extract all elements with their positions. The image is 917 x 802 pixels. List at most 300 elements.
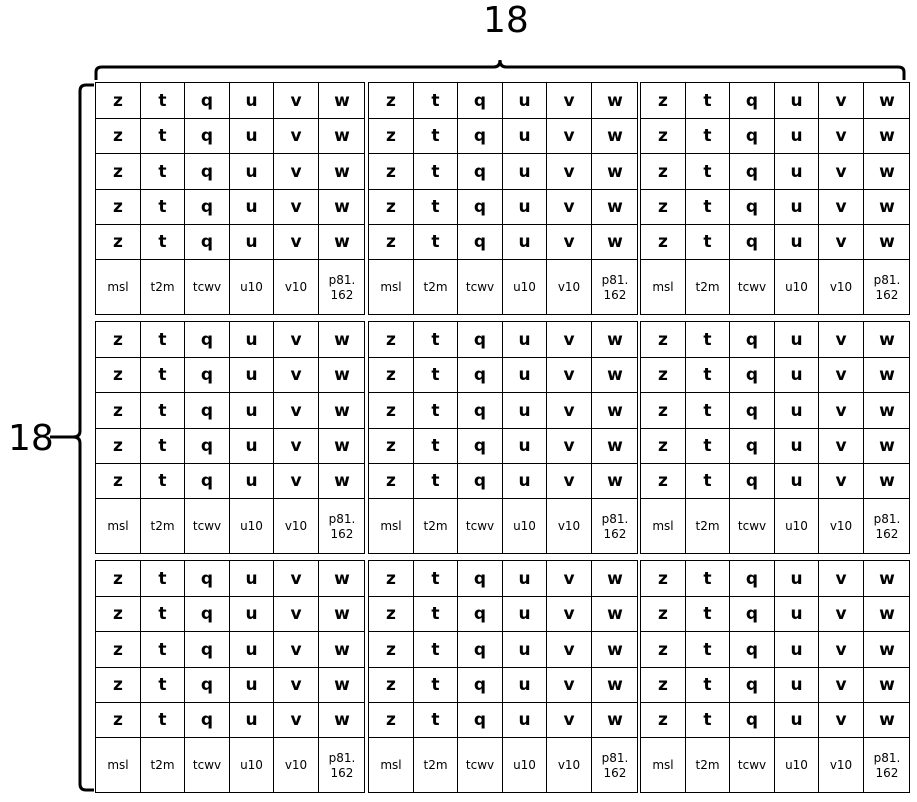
level-variable-cell: u xyxy=(230,83,274,119)
level-variable-cell: u xyxy=(775,154,819,190)
level-variable-cell: w xyxy=(864,225,910,260)
surface-variable-cell: u10 xyxy=(503,499,547,554)
level-variable-cell: t xyxy=(141,668,185,703)
level-variable-cell: u xyxy=(775,429,819,464)
level-variable-cell: v xyxy=(547,632,592,668)
level-variable-cell: w xyxy=(592,703,638,738)
level-variable-cell: u xyxy=(503,597,547,632)
level-variable-cell: z xyxy=(641,464,686,499)
level-variable-cell: u xyxy=(775,561,819,597)
level-variable-cell: v xyxy=(274,597,319,632)
level-variable-cell: v xyxy=(274,225,319,260)
level-variable-cell: w xyxy=(592,322,638,358)
level-variable-cell: z xyxy=(96,597,141,632)
level-variable-cell: t xyxy=(414,358,458,393)
level-variable-cell: z xyxy=(369,190,414,225)
level-variable-cell: z xyxy=(641,597,686,632)
level-variable-cell: z xyxy=(96,561,141,597)
level-variable-cell: t xyxy=(686,358,730,393)
level-variable-cell: z xyxy=(96,393,141,429)
level-variable-cell: q xyxy=(458,464,503,499)
surface-variable-cell: u10 xyxy=(503,260,547,315)
level-variable-cell: q xyxy=(458,632,503,668)
level-variable-cell: v xyxy=(547,429,592,464)
surface-variable-cell: p81. 162 xyxy=(873,511,901,541)
level-variable-cell: w xyxy=(592,83,638,119)
level-variable-cell: u xyxy=(775,322,819,358)
variable-block xyxy=(95,82,365,315)
surface-variable-cell: u10 xyxy=(775,738,819,793)
level-variable-cell: q xyxy=(730,429,775,464)
level-variable-cell: w xyxy=(319,322,365,358)
level-variable-cell: v xyxy=(547,225,592,260)
level-variable-cell: t xyxy=(414,154,458,190)
level-variable-cell: u xyxy=(775,119,819,154)
level-variable-cell: q xyxy=(730,225,775,260)
level-variable-cell: u xyxy=(503,83,547,119)
level-variable-cell: v xyxy=(274,119,319,154)
level-variable-cell: v xyxy=(547,358,592,393)
level-variable-cell: q xyxy=(730,154,775,190)
variable-block xyxy=(95,321,365,554)
level-variable-cell: u xyxy=(775,393,819,429)
surface-variable-cell: msl xyxy=(641,738,686,793)
level-variable-cell: u xyxy=(230,464,274,499)
level-variable-cell: u xyxy=(775,83,819,119)
level-variable-cell: w xyxy=(864,154,910,190)
surface-variable-cell: p81. 162 xyxy=(601,272,629,302)
left-bracket xyxy=(73,85,94,790)
level-variable-cell: z xyxy=(369,632,414,668)
level-variable-cell: u xyxy=(503,225,547,260)
level-variable-cell: u xyxy=(775,703,819,738)
level-variable-cell: u xyxy=(503,668,547,703)
level-variable-cell: u xyxy=(230,225,274,260)
level-variable-cell: q xyxy=(458,190,503,225)
level-variable-cell: t xyxy=(141,464,185,499)
level-variable-cell: t xyxy=(414,83,458,119)
level-variable-cell: z xyxy=(96,703,141,738)
level-variable-cell: w xyxy=(592,154,638,190)
level-variable-cell: q xyxy=(458,83,503,119)
level-variable-cell: q xyxy=(185,597,230,632)
level-variable-cell: t xyxy=(414,190,458,225)
level-variable-cell: z xyxy=(96,632,141,668)
level-variable-cell: w xyxy=(592,429,638,464)
level-variable-cell: t xyxy=(141,322,185,358)
level-variable-cell: z xyxy=(641,393,686,429)
level-variable-cell: u xyxy=(230,119,274,154)
surface-variable-cell: msl xyxy=(369,260,414,315)
level-variable-cell: z xyxy=(641,190,686,225)
level-variable-cell: v xyxy=(547,154,592,190)
variable-block xyxy=(368,321,638,554)
surface-variable-cell: u10 xyxy=(775,260,819,315)
level-variable-cell: w xyxy=(319,358,365,393)
level-variable-cell: v xyxy=(819,632,864,668)
level-variable-cell: u xyxy=(230,154,274,190)
surface-variable-cell: u10 xyxy=(230,499,274,554)
level-variable-cell: t xyxy=(686,154,730,190)
level-variable-cell: t xyxy=(414,632,458,668)
surface-variable-cell: p81. 162 xyxy=(328,272,356,302)
level-variable-cell: z xyxy=(369,154,414,190)
level-variable-cell: w xyxy=(319,119,365,154)
level-variable-cell: z xyxy=(369,464,414,499)
level-variable-cell: t xyxy=(686,393,730,429)
level-variable-cell: q xyxy=(185,358,230,393)
surface-variable-cell: v10 xyxy=(547,499,592,554)
level-variable-cell: q xyxy=(730,703,775,738)
level-variable-cell: w xyxy=(864,358,910,393)
level-variable-cell: v xyxy=(274,83,319,119)
level-variable-cell: z xyxy=(369,119,414,154)
surface-variable-cell: v10 xyxy=(819,738,864,793)
surface-variable-cell: u10 xyxy=(230,260,274,315)
level-variable-cell: v xyxy=(547,561,592,597)
level-variable-cell: u xyxy=(230,561,274,597)
surface-variable-cell: v10 xyxy=(274,738,319,793)
level-variable-cell: v xyxy=(274,668,319,703)
level-variable-cell: z xyxy=(96,358,141,393)
variable-block xyxy=(95,560,365,793)
surface-variable-cell: t2m xyxy=(686,260,730,315)
level-variable-cell: q xyxy=(185,632,230,668)
level-variable-cell: t xyxy=(141,393,185,429)
level-variable-cell: v xyxy=(819,154,864,190)
level-variable-cell: t xyxy=(414,393,458,429)
level-variable-cell: z xyxy=(369,561,414,597)
level-variable-cell: w xyxy=(864,393,910,429)
level-variable-cell: t xyxy=(686,668,730,703)
level-variable-cell: t xyxy=(141,703,185,738)
level-variable-cell: z xyxy=(96,464,141,499)
level-variable-cell: q xyxy=(730,668,775,703)
level-variable-cell: w xyxy=(864,561,910,597)
surface-variable-cell: v10 xyxy=(274,499,319,554)
level-variable-cell: v xyxy=(274,703,319,738)
surface-variable-cell: msl xyxy=(369,499,414,554)
level-variable-cell: z xyxy=(96,154,141,190)
surface-variable-cell: p81. 162 xyxy=(328,750,356,780)
surface-variable-cell: msl xyxy=(96,499,141,554)
level-variable-cell: t xyxy=(414,561,458,597)
surface-variable-cell: msl xyxy=(641,499,686,554)
level-variable-cell: w xyxy=(864,83,910,119)
level-variable-cell: w xyxy=(592,358,638,393)
level-variable-cell: z xyxy=(96,83,141,119)
level-variable-cell: v xyxy=(547,393,592,429)
level-variable-cell: q xyxy=(185,393,230,429)
surface-variable-cell: msl xyxy=(96,738,141,793)
level-variable-cell: z xyxy=(369,83,414,119)
level-variable-cell: q xyxy=(730,561,775,597)
level-variable-cell: w xyxy=(864,322,910,358)
level-variable-cell: v xyxy=(547,703,592,738)
surface-variable-cell: msl xyxy=(369,738,414,793)
level-variable-cell: u xyxy=(503,464,547,499)
level-variable-cell: q xyxy=(458,597,503,632)
level-variable-cell: u xyxy=(775,358,819,393)
level-variable-cell: q xyxy=(185,154,230,190)
level-variable-cell: w xyxy=(319,190,365,225)
surface-variable-cell: tcwv xyxy=(185,260,230,315)
level-variable-cell: u xyxy=(230,632,274,668)
level-variable-cell: t xyxy=(686,429,730,464)
level-variable-cell: z xyxy=(369,597,414,632)
level-variable-cell: v xyxy=(547,119,592,154)
level-variable-cell: t xyxy=(414,703,458,738)
level-variable-cell: u xyxy=(775,190,819,225)
level-variable-cell: v xyxy=(819,225,864,260)
level-variable-cell: w xyxy=(319,561,365,597)
level-variable-cell: v xyxy=(274,322,319,358)
horizontal-count-label: 18 xyxy=(483,0,529,41)
surface-variable-cell: msl xyxy=(641,260,686,315)
level-variable-cell: q xyxy=(730,632,775,668)
level-variable-cell: w xyxy=(592,393,638,429)
level-variable-cell: u xyxy=(503,393,547,429)
level-variable-cell: z xyxy=(641,429,686,464)
level-variable-cell: t xyxy=(414,322,458,358)
level-variable-cell: t xyxy=(686,597,730,632)
level-variable-cell: w xyxy=(864,119,910,154)
surface-variable-cell: t2m xyxy=(414,260,458,315)
surface-variable-cell: t2m xyxy=(141,260,185,315)
surface-variable-cell: t2m xyxy=(414,499,458,554)
surface-variable-cell: v10 xyxy=(819,260,864,315)
level-variable-cell: u xyxy=(503,703,547,738)
level-variable-cell: q xyxy=(730,119,775,154)
level-variable-cell: u xyxy=(230,190,274,225)
variable-block xyxy=(640,321,910,554)
level-variable-cell: q xyxy=(458,225,503,260)
level-variable-cell: z xyxy=(96,668,141,703)
level-variable-cell: w xyxy=(864,429,910,464)
level-variable-cell: t xyxy=(686,190,730,225)
level-variable-cell: t xyxy=(141,358,185,393)
level-variable-cell: u xyxy=(230,322,274,358)
level-variable-cell: q xyxy=(185,225,230,260)
level-variable-cell: w xyxy=(592,190,638,225)
level-variable-cell: t xyxy=(141,83,185,119)
variable-block xyxy=(640,560,910,793)
level-variable-cell: z xyxy=(641,703,686,738)
level-variable-cell: z xyxy=(641,322,686,358)
level-variable-cell: z xyxy=(641,119,686,154)
level-variable-cell: u xyxy=(503,119,547,154)
level-variable-cell: q xyxy=(185,322,230,358)
level-variable-cell: w xyxy=(319,154,365,190)
level-variable-cell: u xyxy=(775,632,819,668)
level-variable-cell: t xyxy=(686,322,730,358)
level-variable-cell: t xyxy=(414,225,458,260)
level-variable-cell: t xyxy=(686,632,730,668)
level-variable-cell: w xyxy=(319,429,365,464)
level-variable-cell: u xyxy=(503,429,547,464)
level-variable-cell: w xyxy=(864,632,910,668)
level-variable-cell: z xyxy=(369,429,414,464)
level-variable-cell: w xyxy=(864,190,910,225)
level-variable-cell: z xyxy=(641,561,686,597)
level-variable-cell: t xyxy=(686,561,730,597)
level-variable-cell: q xyxy=(458,561,503,597)
level-variable-cell: z xyxy=(369,225,414,260)
surface-variable-cell: msl xyxy=(96,260,141,315)
level-variable-cell: z xyxy=(96,322,141,358)
level-variable-cell: v xyxy=(819,703,864,738)
level-variable-cell: t xyxy=(686,119,730,154)
level-variable-cell: v xyxy=(819,190,864,225)
level-variable-cell: q xyxy=(458,322,503,358)
surface-variable-cell: tcwv xyxy=(730,499,775,554)
level-variable-cell: t xyxy=(141,154,185,190)
surface-variable-cell: p81. 162 xyxy=(328,511,356,541)
level-variable-cell: z xyxy=(369,322,414,358)
level-variable-cell: q xyxy=(458,429,503,464)
level-variable-cell: w xyxy=(319,597,365,632)
level-variable-cell: z xyxy=(369,358,414,393)
level-variable-cell: t xyxy=(414,597,458,632)
level-variable-cell: t xyxy=(141,632,185,668)
level-variable-cell: t xyxy=(141,225,185,260)
level-variable-cell: v xyxy=(274,464,319,499)
level-variable-cell: w xyxy=(592,668,638,703)
level-variable-cell: z xyxy=(96,190,141,225)
level-variable-cell: q xyxy=(185,561,230,597)
level-variable-cell: v xyxy=(819,83,864,119)
level-variable-cell: q xyxy=(185,83,230,119)
level-variable-cell: u xyxy=(503,190,547,225)
level-variable-cell: w xyxy=(592,597,638,632)
level-variable-cell: w xyxy=(864,464,910,499)
level-variable-cell: w xyxy=(319,464,365,499)
level-variable-cell: u xyxy=(503,358,547,393)
level-variable-cell: v xyxy=(274,429,319,464)
surface-variable-cell: u10 xyxy=(230,738,274,793)
top-bracket xyxy=(96,60,904,80)
level-variable-cell: w xyxy=(864,597,910,632)
variable-block xyxy=(640,82,910,315)
surface-variable-cell: u10 xyxy=(503,738,547,793)
level-variable-cell: u xyxy=(775,464,819,499)
level-variable-cell: u xyxy=(503,561,547,597)
surface-variable-cell: v10 xyxy=(547,260,592,315)
surface-variable-cell: tcwv xyxy=(458,738,503,793)
level-variable-cell: v xyxy=(819,429,864,464)
surface-variable-cell: t2m xyxy=(686,499,730,554)
surface-variable-cell: t2m xyxy=(686,738,730,793)
level-variable-cell: u xyxy=(230,597,274,632)
level-variable-cell: z xyxy=(641,83,686,119)
level-variable-cell: t xyxy=(141,597,185,632)
level-variable-cell: w xyxy=(319,632,365,668)
level-variable-cell: w xyxy=(592,632,638,668)
level-variable-cell: q xyxy=(185,668,230,703)
level-variable-cell: v xyxy=(274,154,319,190)
level-variable-cell: v xyxy=(274,632,319,668)
level-variable-cell: w xyxy=(319,83,365,119)
level-variable-cell: v xyxy=(547,668,592,703)
variable-block xyxy=(368,560,638,793)
level-variable-cell: u xyxy=(230,668,274,703)
level-variable-cell: q xyxy=(730,464,775,499)
level-variable-cell: v xyxy=(547,597,592,632)
level-variable-cell: q xyxy=(458,393,503,429)
surface-variable-cell: p81. 162 xyxy=(873,750,901,780)
surface-variable-cell: tcwv xyxy=(185,738,230,793)
level-variable-cell: u xyxy=(230,703,274,738)
surface-variable-cell: tcwv xyxy=(730,738,775,793)
level-variable-cell: t xyxy=(414,464,458,499)
level-variable-cell: z xyxy=(641,358,686,393)
level-variable-cell: v xyxy=(819,393,864,429)
level-variable-cell: t xyxy=(141,190,185,225)
level-variable-cell: t xyxy=(141,429,185,464)
level-variable-cell: w xyxy=(864,703,910,738)
surface-variable-cell: t2m xyxy=(141,738,185,793)
level-variable-cell: q xyxy=(730,83,775,119)
level-variable-cell: q xyxy=(458,119,503,154)
level-variable-cell: q xyxy=(185,190,230,225)
level-variable-cell: v xyxy=(547,464,592,499)
surface-variable-cell: tcwv xyxy=(458,260,503,315)
level-variable-cell: w xyxy=(319,225,365,260)
level-variable-cell: z xyxy=(641,632,686,668)
variable-block xyxy=(368,82,638,315)
level-variable-cell: v xyxy=(274,393,319,429)
level-variable-cell: w xyxy=(592,225,638,260)
level-variable-cell: t xyxy=(686,703,730,738)
level-variable-cell: w xyxy=(592,561,638,597)
level-variable-cell: w xyxy=(592,119,638,154)
level-variable-cell: z xyxy=(369,393,414,429)
surface-variable-cell: p81. 162 xyxy=(601,750,629,780)
level-variable-cell: u xyxy=(503,154,547,190)
surface-variable-cell: v10 xyxy=(819,499,864,554)
surface-variable-cell: u10 xyxy=(775,499,819,554)
surface-variable-cell: p81. 162 xyxy=(873,272,901,302)
level-variable-cell: w xyxy=(592,464,638,499)
level-variable-cell: t xyxy=(141,561,185,597)
level-variable-cell: v xyxy=(547,83,592,119)
level-variable-cell: v xyxy=(819,597,864,632)
level-variable-cell: v xyxy=(819,322,864,358)
level-variable-cell: t xyxy=(141,119,185,154)
level-variable-cell: z xyxy=(369,668,414,703)
surface-variable-cell: t2m xyxy=(141,499,185,554)
level-variable-cell: v xyxy=(819,358,864,393)
level-variable-cell: u xyxy=(775,225,819,260)
level-variable-cell: q xyxy=(185,464,230,499)
level-variable-cell: v xyxy=(274,561,319,597)
level-variable-cell: w xyxy=(864,668,910,703)
level-variable-cell: q xyxy=(730,393,775,429)
level-variable-cell: q xyxy=(730,190,775,225)
surface-variable-cell: tcwv xyxy=(730,260,775,315)
surface-variable-cell: v10 xyxy=(274,260,319,315)
level-variable-cell: z xyxy=(96,429,141,464)
level-variable-cell: u xyxy=(230,358,274,393)
level-variable-cell: v xyxy=(819,119,864,154)
level-variable-cell: q xyxy=(458,154,503,190)
level-variable-cell: q xyxy=(185,429,230,464)
level-variable-cell: q xyxy=(185,119,230,154)
level-variable-cell: w xyxy=(319,668,365,703)
level-variable-cell: u xyxy=(503,322,547,358)
level-variable-cell: v xyxy=(547,322,592,358)
surface-variable-cell: tcwv xyxy=(458,499,503,554)
